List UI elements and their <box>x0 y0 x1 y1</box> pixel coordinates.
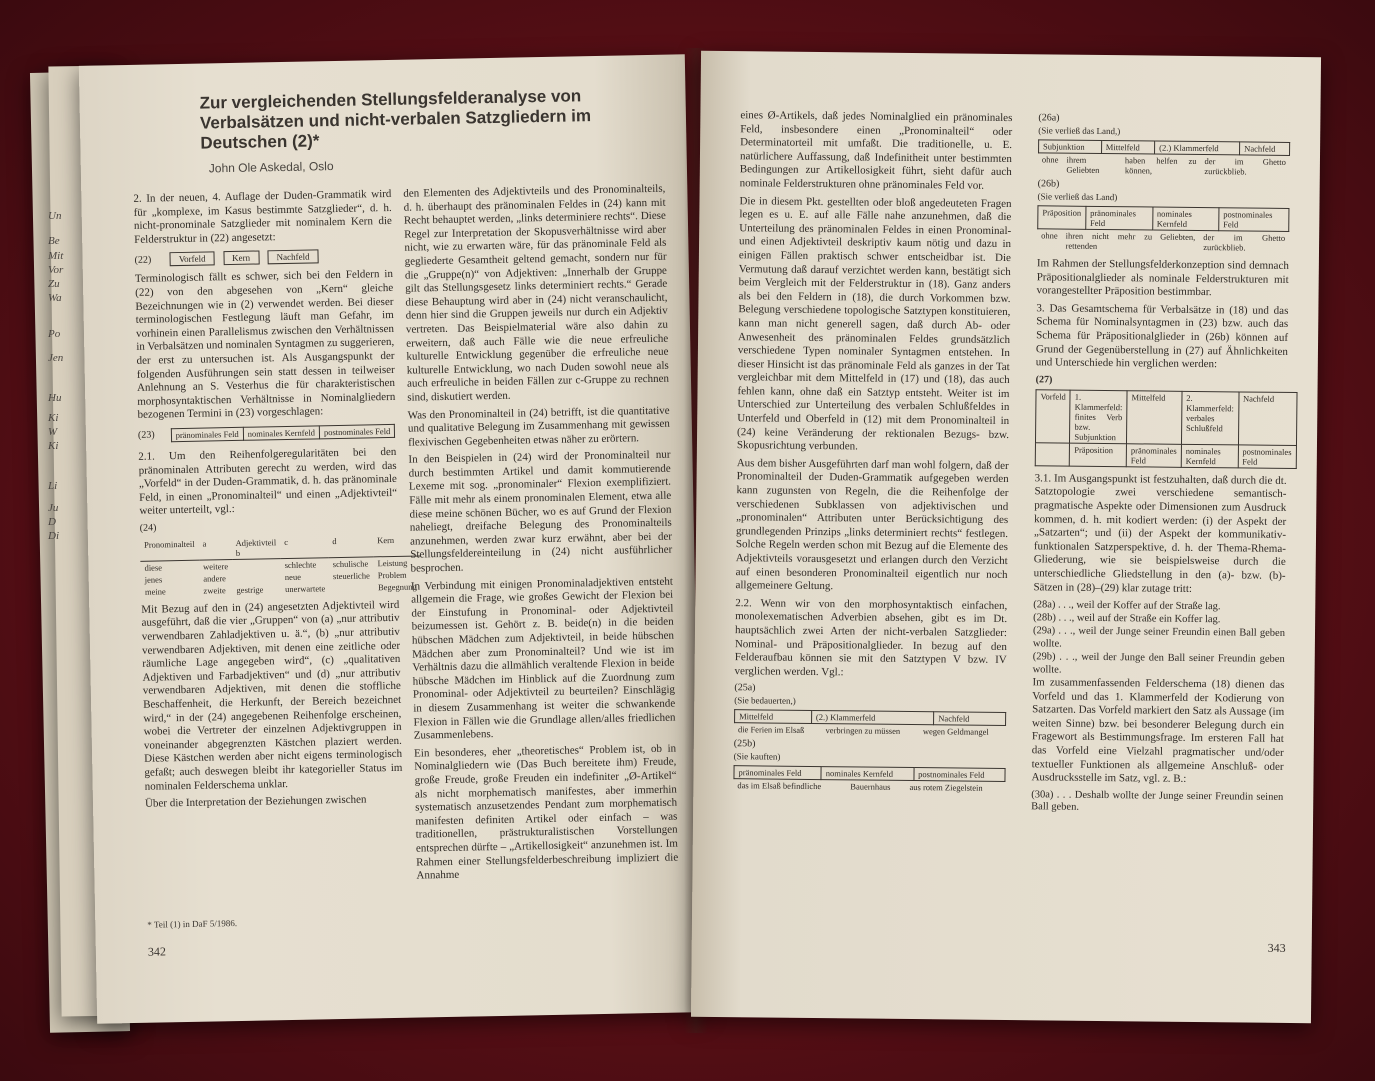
table-cell: verbringen zu müssen <box>825 725 901 737</box>
table-cell: jenes <box>144 574 163 585</box>
example-lead: (Sie verließ das Land,) <box>1038 125 1121 137</box>
box-nachfeld: Nachfeld <box>267 250 318 265</box>
example-lead: (Sie verließ das Land) <box>1037 191 1118 203</box>
paragraph: Mit Bezug auf den in (24) angesetzten Adjektivteil wird ausgeführt, daß die vier „Gruppen“ von (a) „nur attributiv verwendbaren Zahladjektiven u. ä.“, (b) „nur attributiv verwendbaren Adjektiven, mit denen eine zeitliche oder räumliche Lage angegeben wird“, (c) „qualitativen Adjektiven und Farbadjektiven“ und (d) „nur attributiv verwendbaren Adjektiven, mit denen die stoffliche Beschaffenheit, die Herkunft, der Bereich bezeichnet wird,“ in der (24) angegebenen Reihenfolge erscheinen, wobei die Vertreter der einzelnen Adjektivgruppen in voneinander abgegrenzten Kästchen plaziert werden. Diese Kästchen werden aber nicht eigens terminologisch gefaßt; auch deswegen bleibt ihr kategorieller Status im nominalen Felderschema unklar. <box>141 598 403 793</box>
table-header: d <box>332 535 337 547</box>
table-cell: ihrem Geliebten <box>1066 154 1100 175</box>
paragraph: Im Rahmen der Stellungsfelderkonzeption sind demnach Präpositionalglieder als nominale Felderstrukturen mit vorangestellter Präposition bestimmbar. <box>1036 257 1289 299</box>
example-label: (26b) <box>1037 178 1060 190</box>
table-header: postnominales Feld <box>1219 208 1289 232</box>
table-cell: das im Elsaß befindliche <box>737 780 822 792</box>
table-cell: ohne <box>1041 154 1059 165</box>
table-cell: pränominales Feld <box>171 427 243 441</box>
example-22 <box>134 248 392 267</box>
field-table <box>171 424 396 442</box>
table-cell: unerwartete <box>284 583 326 594</box>
table-cell: der im Ghetto zurückblieb. <box>1204 156 1286 177</box>
table-header: nominales Kernfeld <box>821 767 914 781</box>
table-cell: nominales Kernfeld <box>243 426 320 440</box>
table-header: Adjektivteil b <box>235 537 277 558</box>
stub-text: W <box>48 426 58 438</box>
paragraph: 3. Das Gesamtschema für Verbalsätze in (18) und das Schema für Nominalsyntagmen in (23) bzw. auch das Schema für Präpositionalglieder in (26b) können auf Grund der Gegenüberstellung in (27) auf Ähnlichkeiten und Unterschiede hin verglichen werden: <box>1035 302 1289 371</box>
table-cell: postnominales Feld <box>319 424 395 438</box>
table-cell: weitere <box>202 561 229 572</box>
table-header: a <box>202 538 207 549</box>
stub-text: Jen <box>48 352 64 364</box>
table-header: Mittelfeld <box>1127 391 1182 445</box>
table-header: c <box>284 536 289 547</box>
example-lead: (Sie kauften) <box>733 751 781 762</box>
table-header: nominales Kernfeld <box>1152 207 1219 231</box>
table-cell: diese <box>144 562 163 573</box>
paragraph: Über die Interpretation der Beziehungen zwischen <box>144 793 367 810</box>
table-cell: nominales Kernfeld <box>1181 444 1238 468</box>
left-column-1 <box>133 187 417 816</box>
table-header: (2.) Klammerfeld <box>1155 141 1240 155</box>
field-table <box>1035 389 1297 469</box>
table-cell: postnominales Feld <box>1238 445 1296 469</box>
example-25a <box>734 683 1007 739</box>
example-30a: (30a) . . . Deshalb wollte der Junge seiner Freundin seinen Ball geben. <box>1031 789 1284 813</box>
stub-text: Ki <box>48 412 59 424</box>
table-cell: wegen Geldmangel <box>922 726 989 738</box>
example-23 <box>138 424 396 443</box>
paragraph: den Elementen des Adjektivteils und des Pronominalteils, d. h. überhaupt des pränominalen Feldes in (24) kann mit Recht behauptet werden, „links determiniere rechts“. Diese Regel zur Interpretation der Skopusverhältnisse wird aber nicht, wie zu erwarten wäre, für das pränominale Feld als gegliederte Gesamtheit geltend gemacht, sondern nur für die „Gruppe(n)“ von Adjektiven: „Innerhalb der Gruppe gilt das Stellungsgesetz links determiniert rechts.“ Gerade diese Behauptung wird aber in (24) nicht veranschaulicht, denn hier sind die Gruppen jeweils nur durch ein Adjektiv vertreten. Das Beispielmaterial wäre also dahin zu erweitern, daß auch Fälle wie die neue erfreuliche kulturelle Entwicklung gegenüber die erfreuliche neue kulturelle Entwicklung, wo nach Duden sowohl neue als auch erfreuliche in beiden Fällen zur c-Gruppe zu rechnen sind, diskutiert werden. <box>403 182 670 404</box>
table-header: Präposition <box>1038 206 1086 229</box>
left-page <box>79 54 703 1023</box>
table-cell: steuerliche <box>332 570 370 581</box>
paragraph: Die in diesem Pkt. gestellten oder bloß angedeuteten Fragen legen es u. E. auf alle Fälle nahe anzunehmen, daß die Unterteilung des pränominalen Feldes in einen Pronominal- und einen Adjektivteil deskriptiv kaum nötig und dazu in einigen Fällen praktisch schwer entscheidbar ist. Die Vermutung daß darauf verzichtet werden kann, bestätigt sich beim Vergleich mit der Felderstruktur in (18). Ganz anders als bei den Feldern in (18), die durch Vorkommen bzw. Belegung verschiedene topologische Satztypen konstituieren, kann man nicht generell sagen, daß durch Ab- oder Anwesenheit des pränominalen Feldes grundsätzlich verschiedene Typen nominaler Syntagmen entstehen. In dieser Hinsicht ist das pränominale Feld als ganzes in der Tat vergleichbar mit dem Mittelfeld in (17) und (18), das auch fehlen kann, ohne daß ein Satztyp entsteht. Weiter ist im Unterschied zur Unterteilung des verbalen Schlußfeldes in Unterfeld und Oberfeld in (12) mit dem Pronominalteil in (24) keine Veränderung der rektionalen Bezugs- bzw. Skopusrichtung verbunden. <box>736 194 1012 453</box>
paragraph: 2. In der neuen, 4. Auflage der Duden-Grammatik wird für „komplexe, im Kasus bestimmte Satzglieder“, d. h. nicht-pronominale Satzglieder mit nominalem Kern die Felderstruktur in (22) angesetzt: <box>133 187 393 246</box>
table-cell: ihren nicht mehr zu rettenden <box>1065 230 1153 251</box>
example-line: (28a) . . ., weil der Koffer auf der Straße lag. <box>1033 599 1221 613</box>
table-cell <box>232 558 281 571</box>
example-row <box>1038 153 1290 178</box>
table-header: Subjunktion <box>1039 140 1102 154</box>
stub-text: Mit <box>48 250 64 262</box>
table-cell: Problem <box>377 569 407 581</box>
stub-text: Ju <box>48 502 59 514</box>
stub-text: D <box>48 516 56 528</box>
box-vorfeld: Vorfeld <box>170 252 215 267</box>
table-cell: Begegnung <box>377 581 417 593</box>
example-label: (25b) <box>733 738 756 750</box>
paragraph: 3.1. Im Ausgangspunkt ist festzuhalten, daß durch die dt. Satztopologie zwei verschiedene semantisch-pragmatische Aspekte oder Dimensionen zum Ausdruck kommen, d. h. mit kodiert werden: (i) der Aspekt der „Satzarten“; und (ii) der Aspekt der kommunikativ-funktionalen Satzperspektive, d. h. der Thema-Rhema-Gliederung, wie sie beispielsweise durch die unterschiedliche Gliedstellung in den (a)- bzw. (b)-Sätzen in (28)–(29) klar zutage tritt: <box>1033 472 1287 595</box>
table-cell: neue <box>284 571 302 582</box>
right-column-2 <box>1031 112 1290 815</box>
examples-28-29 <box>1033 598 1286 679</box>
table-cell: gestrige <box>236 584 264 595</box>
table-cell <box>329 581 374 594</box>
example-24-table <box>140 533 421 597</box>
table-cell: der im Ghetto zurückblieb. <box>1203 232 1286 253</box>
footnote: * Teil (1) in DaF 5/1986. <box>147 918 238 930</box>
example-24-label: (24) <box>139 522 157 534</box>
paragraph: Ein besonderes, eher „theoretisches“ Problem ist, ob in Nominalgliedern wie (Das Buch bereitete ihm) Freude, große Freude, große Freuden ein indefiniter „Ø-Artikel“ als nicht morphematisch manifestes, aber immerhin systematisch anzusetzendes Pendant zum morphematisch manifesten definiten Artikel oder einfach – was traditionellen, prästrukturalistischen Vorstellungen entsprechen dürfte – „Artikellosigkeit“ anzunehmen ist. Im Rahmen einer Stellungsfelderbeschreibung impliziert die Annahme <box>414 742 679 882</box>
example-25b <box>733 739 1006 795</box>
example-26a <box>1038 112 1291 178</box>
stub-text: Hu <box>48 392 62 404</box>
stub-text: Wa <box>48 292 62 304</box>
left-column-2 <box>403 183 678 888</box>
table-header: 2. Klammerfeld: verbales Schlußfeld <box>1181 391 1238 445</box>
example-label: (23) <box>137 429 155 441</box>
table-header: pränominales Feld <box>734 766 821 780</box>
example-label: (26a) <box>1038 112 1060 124</box>
table-cell: Bauernhaus <box>850 781 891 793</box>
table-header: Mittelfeld <box>735 710 812 724</box>
stub-text: Be <box>48 235 60 247</box>
example-26b <box>1037 178 1290 254</box>
stub-text: Vor <box>48 264 64 276</box>
article-author: John Ole Askedal, Oslo <box>208 159 334 176</box>
example-27 <box>1035 374 1292 469</box>
example-row <box>734 724 1006 739</box>
table-header: Nachfeld <box>934 712 1006 726</box>
page-number: 343 <box>1267 940 1286 955</box>
example-row <box>1037 229 1289 254</box>
table-cell: Leistung <box>377 557 408 569</box>
stub-text: Un <box>48 210 62 222</box>
example-line: (29a) . . ., weil der Junge seiner Freundin einen Ball geben wollte. <box>1032 625 1286 650</box>
table-cell: Präposition <box>1070 443 1127 467</box>
table-header: 1. Klammerfeld: finites Verb bzw. Subjunktion <box>1070 390 1127 444</box>
example-label: (27) <box>1035 374 1053 386</box>
paragraph: In Verbindung mit einigen Pronominaladjektiven entsteht allgemein die Frage, wie großes Gewicht der Flexion bei der Einstufung in Pronominal- oder Adjektivteil beizumessen ist. Gehört z. B. beide(n) in die beiden hübschen Mädchen zum Adjektivteil, in beide hübschen Mädchen aber zum Pronominalteil? Und wie ist im Verhältnis dazu die allmählich veraltende Flexion in beide hübsche Mädchen im Hinblick auf die Zuordnung zum Pronominal- oder Adjektivteil zu beurteilen? Einschlägig in diesem Zusammenhang ist weiter die schwankende Flexion in Fällen wie die Grundlage allen/alles friedlichen Zusammenlebens. <box>410 575 676 742</box>
example-line: (29b) . . ., weil der Junge den Ball seiner Freundin geben wollte. <box>1032 651 1285 676</box>
paragraph: In den Beispielen in (24) wird der Pronominalteil nur durch bestimmten Artikel und damit kommutierende Lexeme mit sog. „pronominaler“ Flexion exemplifiziert. Fälle mit mehr als einem pronominalen Element, etwa alle diese meine schönen Bücher, wo es auf Grund der Flexion naheliegt, dreifache Belegung des Pronominalteils anzunehmen, werden zwar kurz erwähnt, aber bei der Stellungsfeldereinteilung in (24) nicht ausführlicher besprochen. <box>408 448 673 575</box>
table-header: Pronominalteil <box>143 538 195 550</box>
paragraph: Aus dem bisher Ausgeführten darf man wohl folgern, daß der Pronominalteil der Duden-Grammatik aufgegeben werden kann zugunsten von Regeln, die die Reihenfolge der verschiedenen Subklassen von adjektivischen und „pronominalen“ Attributen unter Berücksichtigung des grundlegenden Prinzips „links determiniert rechts“ festlegen. Solche Regeln werden schon mit Bezug auf die Elemente des Adjektivteils vorausgesetzt und erlangen durch den Verzicht auf einen besonderen Pronominalteil eigentlich nur noch allgemeinere Geltung. <box>735 457 1009 593</box>
example-label: (22) <box>134 254 152 267</box>
table-cell <box>232 571 281 584</box>
stub-text: Ki <box>48 440 59 452</box>
example-row <box>733 780 1005 795</box>
right-column-1 <box>733 109 1012 794</box>
table-cell: haben helfen zu können, <box>1124 155 1197 176</box>
article-title: Zur vergleichenden Stellungsfelderanalyse von Verbalsätzen und nicht-verbalen Satzgliedern im Deutschen (2)* <box>199 86 592 153</box>
example-lead: (Sie bedauerten,) <box>734 695 796 707</box>
example-label: (25a) <box>734 682 756 694</box>
stub-text: Zu <box>48 278 60 290</box>
box-kern: Kern <box>223 251 259 266</box>
table-cell: aus rotem Ziegelstein <box>909 782 983 794</box>
table-cell: ohne <box>1041 230 1058 241</box>
table-cell: andere <box>203 573 227 584</box>
paragraph: 2.1. Um den Reihenfolgeregularitäten bei den pränominalen Attributen gerecht zu werden, wird das „Vorfeld“ in der Duden-Grammatik, d. h. das pränominale Feld, in einen „Pronominalteil“ und einen „Adjektivteil“ weiter unterteilt, vgl.: <box>138 445 398 518</box>
table-header: Mittelfeld <box>1101 140 1155 154</box>
table-cell: pränominales Feld <box>1126 444 1181 468</box>
table-header: Vorfeld <box>1035 390 1070 443</box>
table-cell: die Ferien im Elsaß <box>737 724 805 736</box>
table-cell: zweite <box>203 585 226 596</box>
right-page <box>691 51 1321 1023</box>
paragraph: Im zusammenfassenden Felderschema (18) dienen das Vorfeld und das 1. Klammerfeld der Kodierung von Satzarten. Das Vorfeld markiert den Satz als Aussage (im weiten Sinne) bzw. bei besonderer Belegung durch ein Fragewort als Bestimmungsfrage. Im ersteren Fall hat das Vorfeld eine Vielzahl pragmatischer und/oder textueller Funktionen als allgemeine Anschluß- oder Ausdrucksstelle im Satz, vgl. z. B.: <box>1031 676 1285 786</box>
table-cell: schulische <box>332 558 369 569</box>
stub-text: Di <box>48 530 59 542</box>
paragraph: eines Ø-Artikels, daß jedes Nominalglied ein pränominales Feld, insbesondere einen „Pronominalteil“ oder Determinatorteil mit umfaßt. Die traditionelle, u. E. natürlichere Auffassung, daß Indefinitheit unter bestimmten Bedingungen zur Artikellosigkeit führt, sieht dafür auch nominale Felderstrukturen ohne pränominales Feld vor. <box>739 109 1013 192</box>
table-cell: schlechte <box>284 559 317 570</box>
table-header: postnominales Feld <box>914 768 1005 782</box>
table-header: Nachfeld <box>1240 142 1290 156</box>
example-line: (28b) . . ., weil auf der Straße ein Koffer lag. <box>1033 612 1221 626</box>
table-header: Nachfeld <box>1238 392 1297 446</box>
table-cell: meine <box>144 586 166 597</box>
paragraph: Was den Pronominalteil in (24) betrifft, ist die quantitative und qualitative Belegung im Zusammenhang mit gewissen flexivischen Gegebenheiten etwas näher zu erörtern. <box>407 404 670 449</box>
stub-text: Po <box>48 328 61 340</box>
table-header: pränominales Feld <box>1085 206 1152 230</box>
field-table <box>1037 205 1289 232</box>
stub-text: Li <box>48 480 58 492</box>
page-number: 342 <box>147 944 167 959</box>
table-header: Kern <box>377 534 395 546</box>
paragraph: 2.2. Wenn wir von den morphosyntaktisch einfachen, monolexematischen Adverbien absehen, gibt es im Dt. hauptsächlich zwei Arten der nicht-verbalen Satzglieder: Nominal- und Präpositionalglieder. In bezug auf den Felderaufbau können sie mit den Satztypen V bzw. IV verglichen werden. Vgl.: <box>734 596 1008 679</box>
table-header: (2.) Klammerfeld <box>811 711 934 725</box>
paragraph: Terminologisch fällt es schwer, sich bei den Feldern in (22) von den abgesehen von „Kern“ gleiche Bezeichnungen wie in (2) verwendet werden. Bei dieser terminologischen Festlegung läuft man Gefahr, im vorhinein einen Parallelismus zwischen den Verhältnissen in Verbalsätzen und nominalen Syntagmen zu suggerieren, der erst zu untersuchen ist. Als Ausgangspunkt der folgenden Ausführungen sein statt dessen in teilweiser Anlehnung an S. Vesterhus die für charakteristischen morphosyntaktischen Verhältnisse in Nominalgliedern bezogenen Termini in (23) vorgeschlagen: <box>134 268 396 422</box>
table-cell: Geliebten, <box>1160 231 1196 242</box>
table-cell <box>1035 443 1070 466</box>
